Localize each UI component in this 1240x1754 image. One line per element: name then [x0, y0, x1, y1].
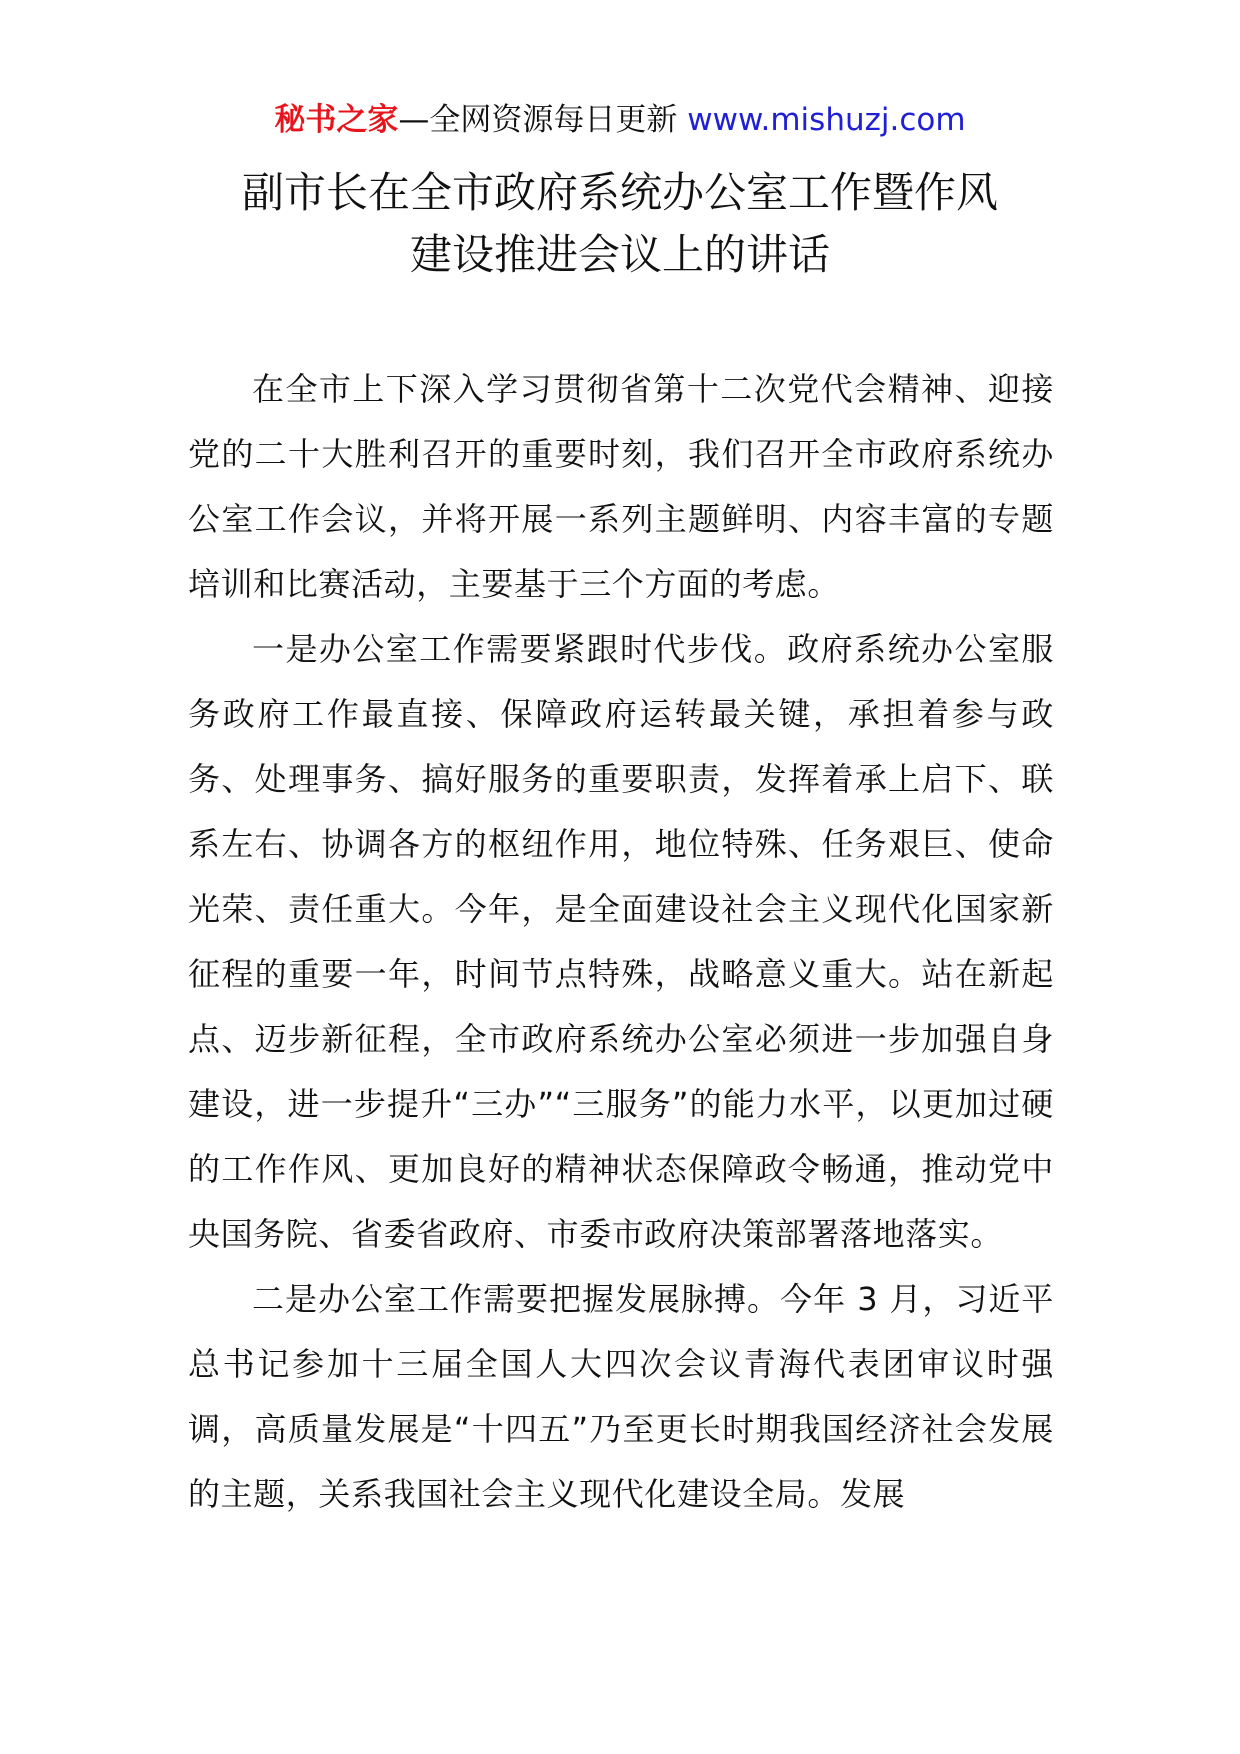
- document-title: [0, 162, 1240, 286]
- site-brand: 秘书之家: [274, 102, 399, 138]
- document-body: [188, 357, 1054, 1527]
- site-url-link[interactable]: www.mishuzj.com: [687, 102, 966, 138]
- paragraph-point-two: 二是办公室工作需要把握发展脉搏。今年 3 月，习近平总书记参加十三届全国人大四次会议青海代表团审议时强调，高质量发展是“十四五”乃至更长时期我国经济社会发展的主题，关系我国社会主义现代化建设全局。发展: [188, 1280, 1054, 1513]
- site-tagline: —全网资源每日更新: [398, 102, 688, 138]
- paragraph-intro: 在全市上下深入学习贯彻省第十二次党代会精神、迎接党的二十大胜利召开的重要时刻，我们召开全市政府系统办公室工作会议，并将开展一系列主题鲜明、内容丰富的专题培训和比赛活动，主要基于三个方面的考虑。: [188, 370, 1054, 603]
- site-header: [0, 100, 1240, 140]
- title-line-2: 建设推进会议上的讲话: [409, 230, 830, 279]
- title-line-1: 副市长在全市政府系统办公室工作暨作风: [241, 168, 998, 217]
- paragraph-point-one: 一是办公室工作需要紧跟时代步伐。政府系统办公室服务政府工作最直接、保障政府运转最关键，承担着参与政务、处理事务、搞好服务的重要职责，发挥着承上启下、联系左右、协调各方的枢纽作用，地位特殊、任务艰巨、使命光荣、责任重大。今年，是全面建设社会主义现代化国家新征程的重要一年，时间节点特殊，战略意义重大。站在新起点、迈步新征程，全市政府系统办公室必须进一步加强自身建设，进一步提升“三办”“三服务”的能力水平，以更加过硬的工作作风、更加良好的精神状态保障政令畅通，推动党中央国务院、省委省政府、市委市政府决策部署落地落实。: [188, 630, 1054, 1253]
